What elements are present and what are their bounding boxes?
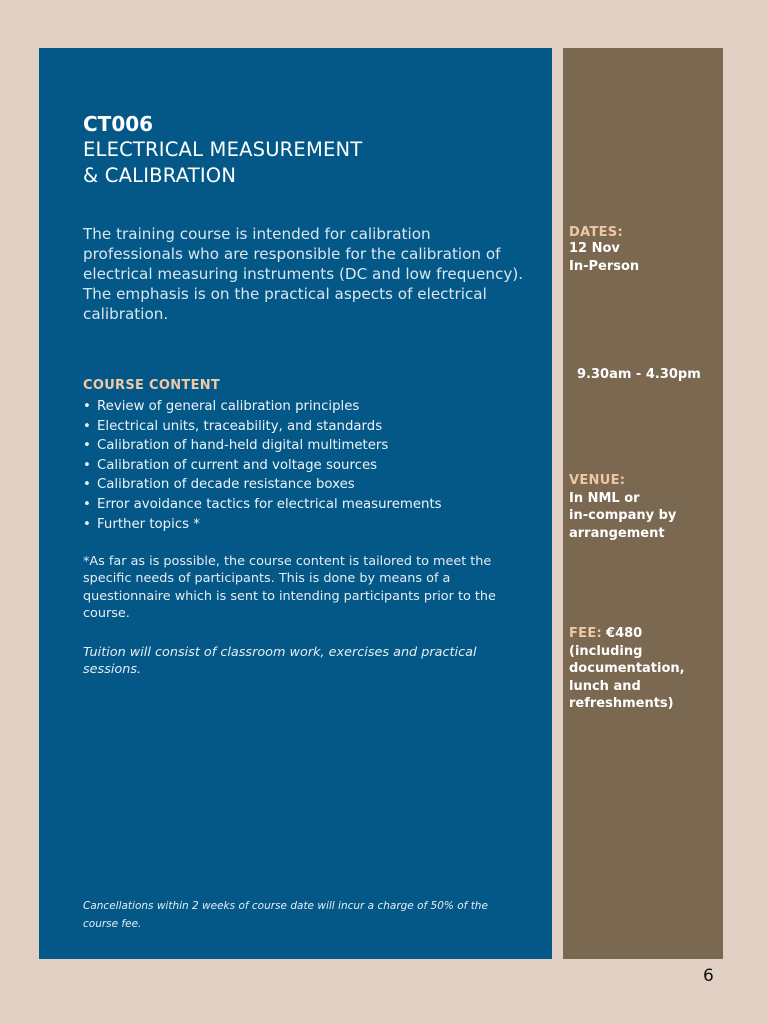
cancellation-note: Cancellations within 2 weeks of course date will incur a charge of 50% of the course fee. <box>83 900 488 930</box>
course-date: 12 Nov <box>569 241 620 256</box>
venue-line: In NML or <box>569 490 640 506</box>
fee-detail: lunch and <box>569 678 641 694</box>
fee-block <box>569 623 685 713</box>
course-content-item: • Further topics * <box>83 515 442 535</box>
fee-label: FEE: <box>569 626 603 641</box>
course-content-item: • Review of general calibration principles <box>83 397 442 417</box>
course-title <box>83 137 362 189</box>
course-title-line1: ELECTRICAL MEASUREMENT <box>83 138 363 161</box>
dates-block <box>569 225 639 275</box>
details-panel <box>563 48 723 959</box>
fee-detail: documentation, <box>569 661 685 677</box>
dates-label: DATES: <box>569 225 623 240</box>
tailoring-note: *As far as is possible, the course content is tailored to meet the specific needs of participants. This is done by means of a questionnaire which is sent to intending participants prior to the course. <box>83 554 496 622</box>
venue-line: arrangement <box>569 525 665 541</box>
course-intro: The training course is intended for calibration professionals who are responsible for the calibration of electrical measuring instruments (DC and low frequency). The emphasis is on the practical aspects of electrical calibration. <box>83 225 524 323</box>
tuition-note: Tuition will consist of classroom work, exercises and practical sessions. <box>83 645 477 678</box>
course-content-item: • Calibration of hand-held digital multimeters <box>83 436 442 456</box>
venue-label: VENUE: <box>569 473 626 488</box>
course-mode: In-Person <box>569 258 640 274</box>
course-content-item: • Electrical units, traceability, and standards <box>83 417 442 437</box>
course-content-item: • Error avoidance tactics for electrical measurements <box>83 495 442 515</box>
venue-line: in-company by <box>569 508 677 524</box>
fee-detail: refreshments) <box>569 696 674 712</box>
course-content-heading: COURSE CONTENT <box>83 378 221 393</box>
venue-block <box>569 472 676 542</box>
course-content-list <box>83 397 442 534</box>
course-content-item: • Calibration of current and voltage sources <box>83 456 442 476</box>
course-content-item: • Calibration of decade resistance boxes <box>83 475 442 495</box>
course-panel <box>39 48 552 959</box>
course-title-line2: & CALIBRATION <box>83 164 237 187</box>
course-code: CT006 <box>83 112 154 136</box>
course-time: 9.30am - 4.30pm <box>577 367 701 382</box>
fee-amount: €480 <box>606 626 643 641</box>
fee-detail: (including <box>569 643 643 659</box>
page-number: 6 <box>703 966 714 986</box>
